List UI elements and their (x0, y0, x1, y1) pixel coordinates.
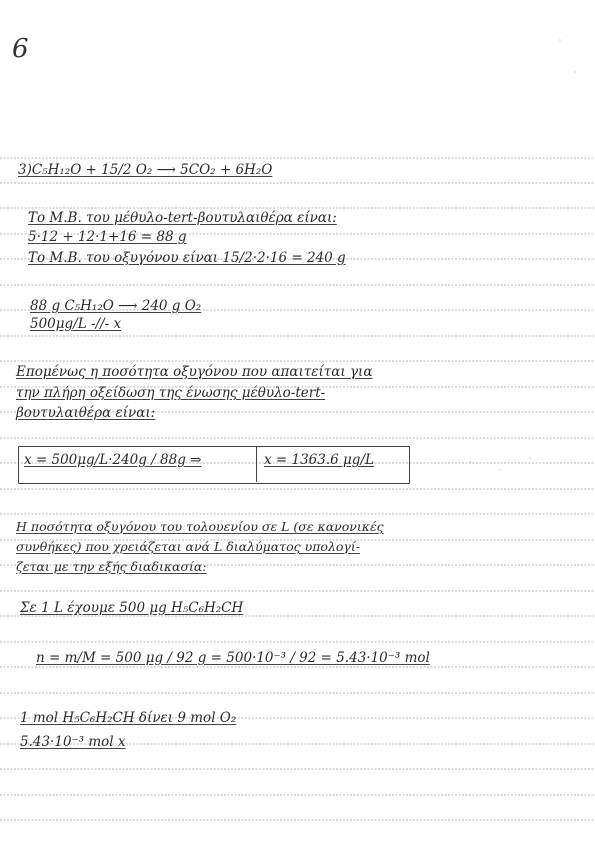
paragraph-1-line-1: Επομένως η ποσότητα οξυγόνου που απαιτείται για (16, 364, 373, 380)
paragraph-2-line-2: συνθήκες) που χρειάζεται ανά L διαλύματος υπολογί- (16, 539, 360, 554)
page-number: 6 (12, 34, 29, 64)
reaction-equation: 3)C₅H₁₂O + 15/2 O₂ ⟶ 5CO₂ + 6H₂O (18, 162, 273, 178)
paragraph-1-line-2: την πλήρη οξείδωση της ένωσης μέθυλο-tert- (16, 385, 326, 401)
mb-oxygen-line: Το Μ.Β. του οξυγόνου είναι 15/2·2·16 = 240 g (28, 250, 346, 266)
ratio-row-2: 500μg/L -//- x (30, 316, 122, 332)
paragraph-2-line-3: ζεται με την εξής διαδικασία: (16, 559, 207, 574)
paragraph-2-line-1: Η ποσότητα οξυγόνου του τολουενίου σε L (σε κανονικές (16, 519, 384, 534)
mb-ether-heading: Το Μ.Β. του μέθυλο-tert-βουτυλαιθέρα είναι: (28, 210, 337, 226)
result-formula: x = 500μg/L·240g / 88g ⇒ (24, 452, 202, 468)
mol-ratio-row-1: 1 mol H₅C₆H₂CH δίνει 9 mol O₂ (20, 710, 237, 726)
toluene-amount: Σε 1 L έχουμε 500 μg H₅C₆H₂CH (20, 600, 244, 616)
paragraph-1-line-3: βουτυλαιθέρα είναι: (16, 405, 156, 421)
mb-ether-calc: 5·12 + 12·1+16 = 88 g (28, 229, 187, 245)
result-box-divider (256, 446, 257, 482)
mol-ratio-row-2: 5.43·10⁻³ mol x (20, 734, 126, 750)
result-value: x = 1363.6 μg/L (264, 452, 374, 468)
moles-calculation: n = m/M = 500 μg / 92 g = 500·10⁻³ / 92 = 5.43·10⁻³ mol (36, 650, 430, 666)
ratio-row-1: 88 g C₅H₁₂O ⟶ 240 g O₂ (30, 298, 202, 314)
